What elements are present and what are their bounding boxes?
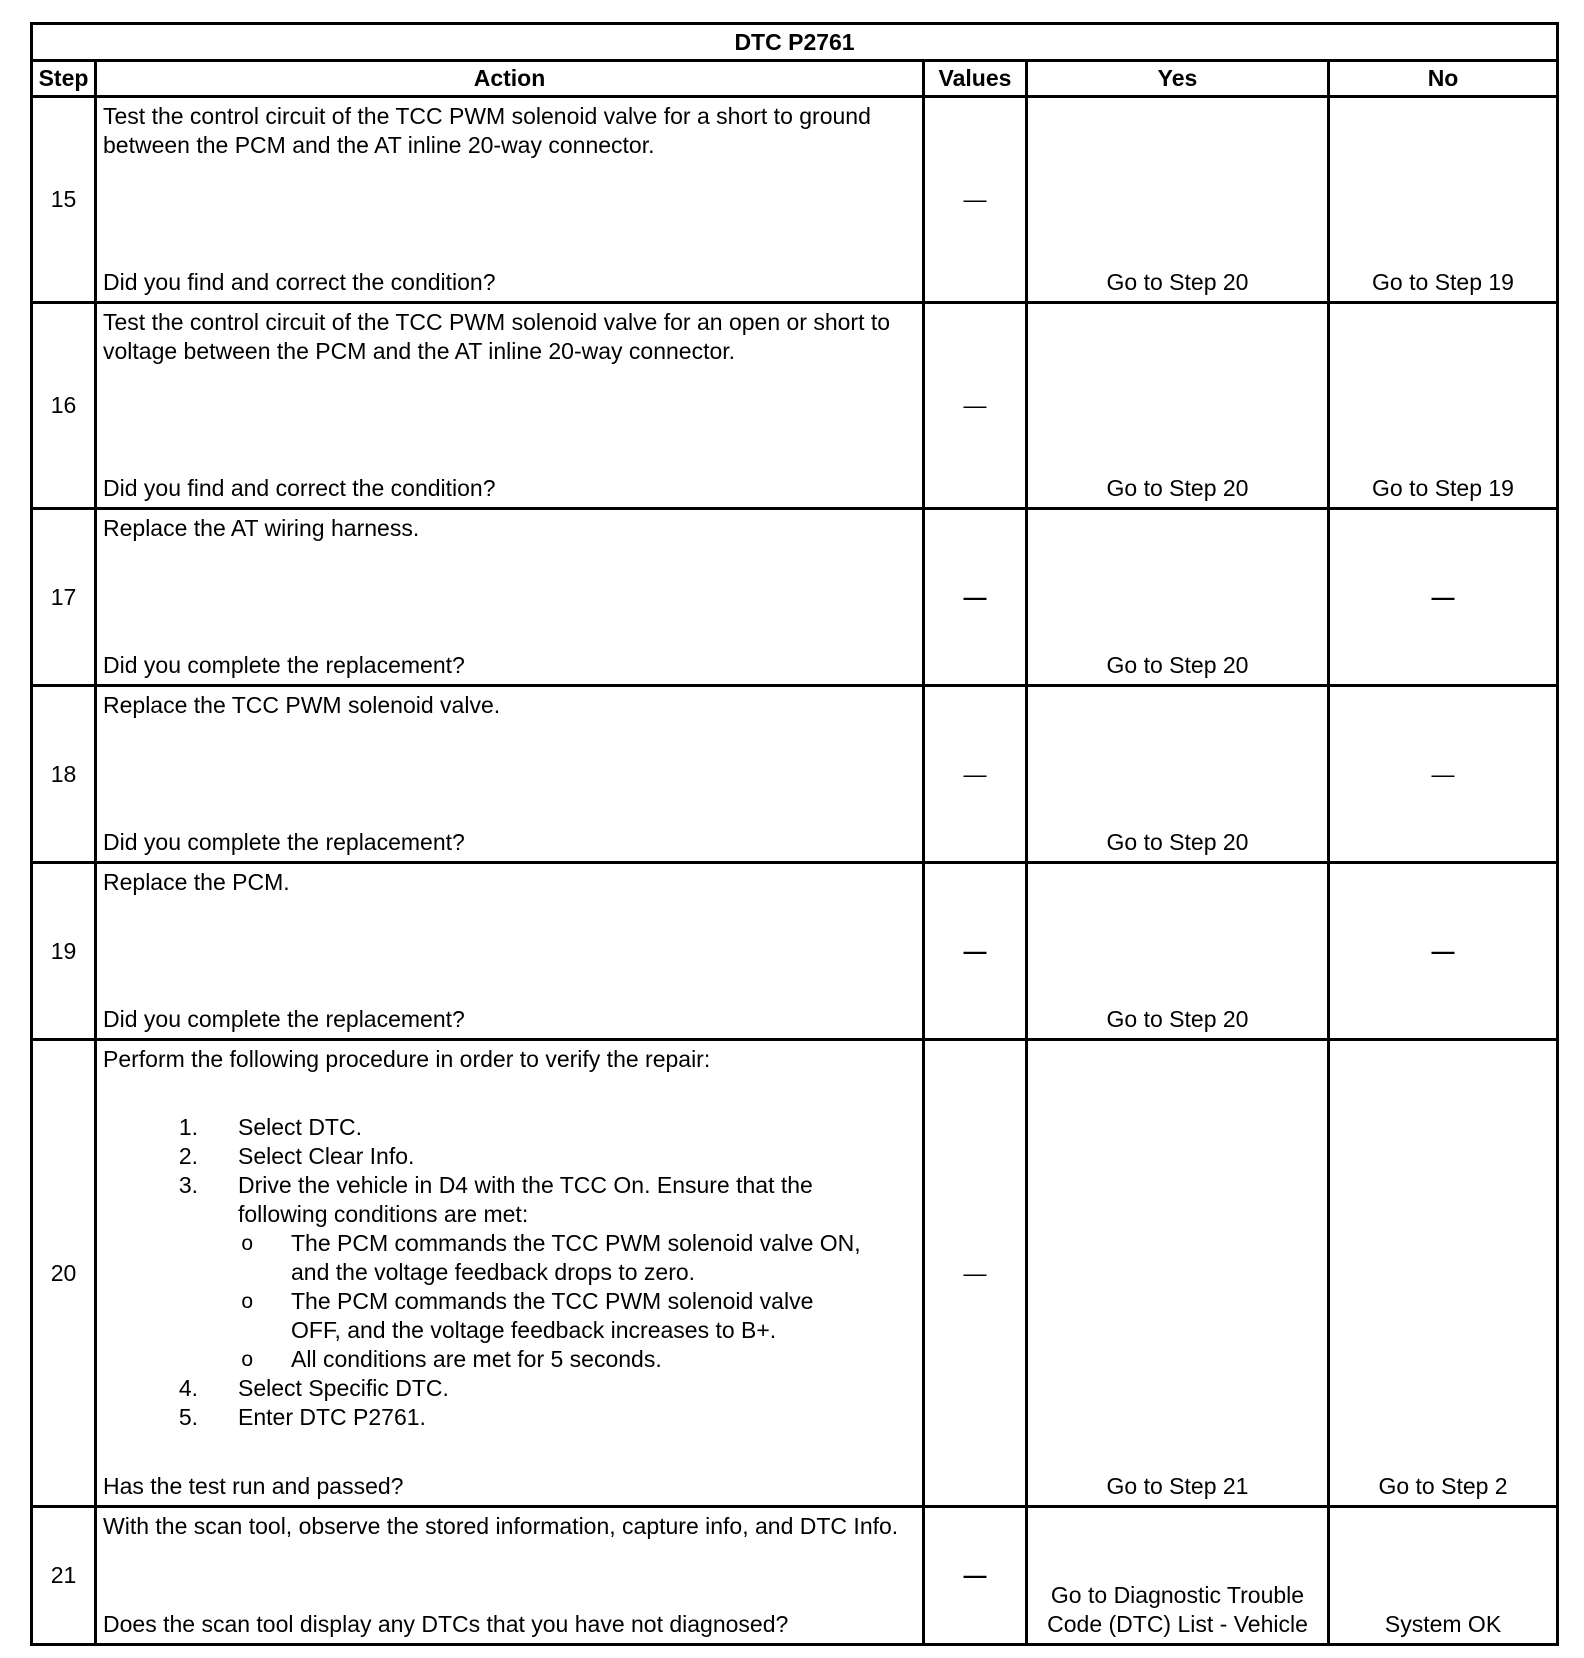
values-cell: — [924, 1040, 1027, 1507]
table-row [32, 863, 1558, 1040]
yes-cell: Go to Diagnostic Trouble Code (DTC) List - Vehicle [1027, 1507, 1329, 1645]
list-item: 2. Select Clear Info. [178, 1143, 415, 1169]
action-text: Replace the PCM. [103, 869, 290, 895]
step-number: 15 [32, 97, 96, 303]
action-question: Did you complete the replacement? [103, 829, 465, 855]
no-cell: Go to Step 2 [1329, 1040, 1558, 1507]
bullet-icon: o [241, 1232, 253, 1255]
step-number: 19 [32, 863, 96, 1040]
table-row [32, 686, 1558, 863]
action-question: Did you find and correct the condition? [103, 269, 496, 295]
yes-cell: Go to Step 20 [1027, 303, 1329, 509]
action-question: Does the scan tool display any DTCs that you have not diagnosed? [103, 1611, 789, 1637]
no-cell: — [1329, 509, 1558, 686]
list-item: 1. Select DTC. [178, 1114, 362, 1140]
action-cell [96, 303, 924, 509]
values-cell: — [924, 509, 1027, 686]
yes-cell: Go to Step 20 [1027, 97, 1329, 303]
no-cell: System OK [1329, 1507, 1558, 1645]
table-row [32, 1040, 1558, 1507]
header-row [32, 61, 1558, 97]
procedure-list [103, 1113, 918, 1432]
condition-list [103, 1229, 918, 1374]
bullet-icon: o [241, 1290, 253, 1313]
header-action: Action [96, 61, 924, 97]
list-item: o The PCM commands the TCC PWM solenoid valve OFF, and the voltage feedback increases to B+. [103, 1287, 918, 1345]
dtc-table [30, 22, 1559, 1646]
list-item: o The PCM commands the TCC PWM solenoid valve ON, and the voltage feedback drops to zero. [103, 1229, 918, 1287]
action-cell [96, 509, 924, 686]
no-cell: Go to Step 19 [1329, 303, 1558, 509]
bullet-icon: o [241, 1348, 253, 1371]
yes-cell: Go to Step 20 [1027, 863, 1329, 1040]
step-number: 18 [32, 686, 96, 863]
action-text: With the scan tool, observe the stored information, capture info, and DTC Info. [103, 1513, 899, 1539]
condition-sublist-container [103, 1229, 918, 1374]
yes-cell: Go to Step 20 [1027, 686, 1329, 863]
header-values: Values [924, 61, 1027, 97]
action-cell [96, 1507, 924, 1645]
list-item: 3. Drive the vehicle in D4 with the TCC On. Ensure that the following conditions are met: [178, 1172, 813, 1227]
action-text: Test the control circuit of the TCC PWM solenoid valve for an open or short to voltage between the PCM and the AT inline 20-way connector. [103, 309, 891, 364]
values-cell: — [924, 1507, 1027, 1645]
step-number: 16 [32, 303, 96, 509]
action-cell [96, 1040, 924, 1507]
values-cell: — [924, 303, 1027, 509]
values-cell: — [924, 97, 1027, 303]
values-cell: — [924, 686, 1027, 863]
step-number: 17 [32, 509, 96, 686]
header-step: Step [32, 61, 96, 97]
no-cell: Go to Step 19 [1329, 97, 1558, 303]
table-row [32, 97, 1558, 303]
table-row [32, 1507, 1558, 1645]
list-item: 4. Select Specific DTC. [178, 1375, 449, 1401]
list-item: 5. Enter DTC P2761. [178, 1404, 426, 1430]
action-cell [96, 686, 924, 863]
action-question: Has the test run and passed? [103, 1473, 404, 1499]
table-row [32, 303, 1558, 509]
yes-cell: Go to Step 21 [1027, 1040, 1329, 1507]
yes-cell: Go to Step 20 [1027, 509, 1329, 686]
step-number: 21 [32, 1507, 96, 1645]
table-row [32, 509, 1558, 686]
no-cell: — [1329, 686, 1558, 863]
action-text: Test the control circuit of the TCC PWM solenoid valve for a short to ground between the PCM and the AT inline 20-way connector. [103, 103, 871, 158]
action-text: Replace the TCC PWM solenoid valve. [103, 692, 501, 718]
action-question: Did you complete the replacement? [103, 652, 465, 678]
action-cell [96, 863, 924, 1040]
action-text: Replace the AT wiring harness. [103, 515, 420, 541]
header-yes: Yes [1027, 61, 1329, 97]
values-cell: — [924, 863, 1027, 1040]
step-number: 20 [32, 1040, 96, 1507]
header-no: No [1329, 61, 1558, 97]
list-item: o All conditions are met for 5 seconds. [103, 1345, 918, 1374]
action-question: Did you complete the replacement? [103, 1006, 465, 1032]
action-text: Perform the following procedure in order to verify the repair: [103, 1046, 711, 1072]
table-title: DTC P2761 [32, 24, 1558, 61]
no-cell: — [1329, 863, 1558, 1040]
action-cell [96, 97, 924, 303]
action-question: Did you find and correct the condition? [103, 475, 496, 501]
